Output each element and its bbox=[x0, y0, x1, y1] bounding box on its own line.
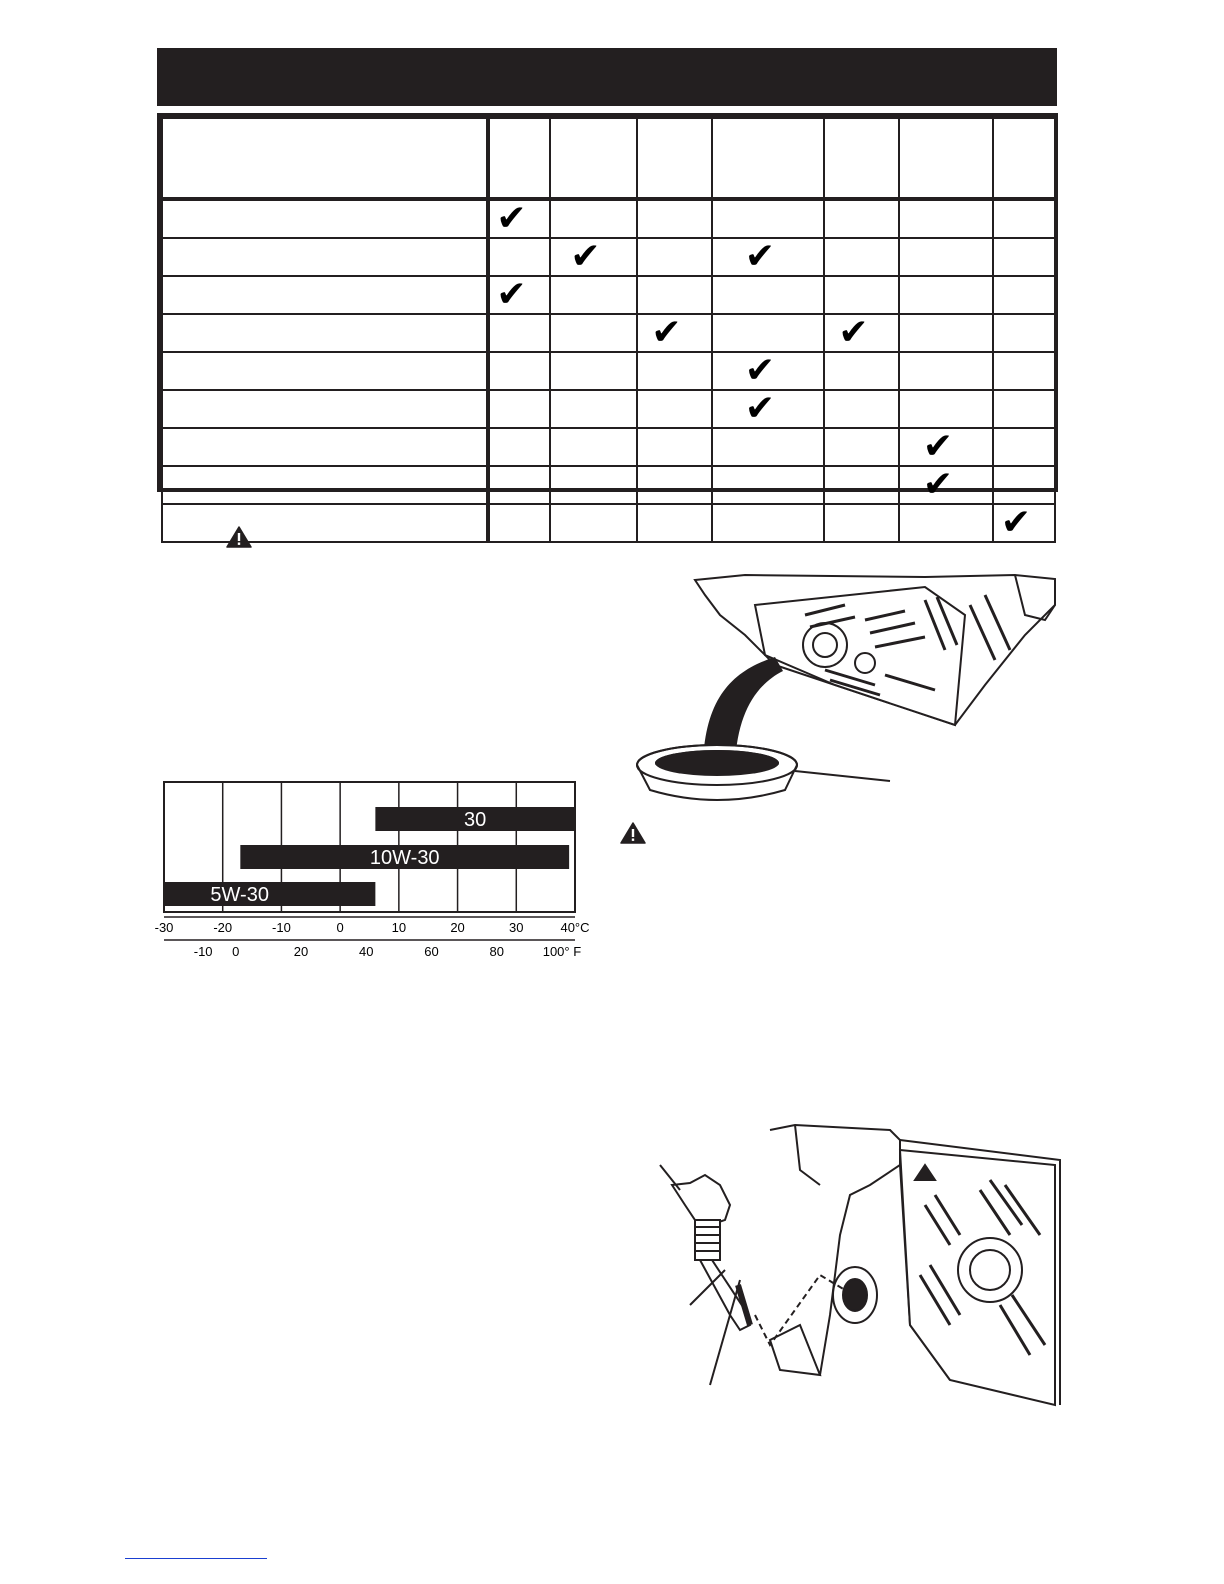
schedule-cell bbox=[550, 276, 637, 314]
schedule-cell bbox=[488, 428, 550, 466]
checkmark-icon: ✔ bbox=[496, 198, 527, 239]
schedule-cell bbox=[824, 238, 899, 276]
schedule-cell bbox=[712, 504, 824, 542]
schedule-header-interval bbox=[899, 118, 993, 199]
schedule-cell bbox=[550, 504, 637, 542]
schedule-cell bbox=[637, 390, 712, 428]
schedule-cell bbox=[488, 352, 550, 390]
schedule-cell bbox=[488, 238, 550, 276]
schedule-cell bbox=[712, 428, 824, 466]
viscosity-bar-label: 10W-30 bbox=[369, 847, 440, 869]
schedule-cell bbox=[712, 352, 824, 390]
schedule-cell bbox=[993, 238, 1055, 276]
schedule-task-label bbox=[162, 276, 488, 314]
fahrenheit-tick-label: 40 bbox=[359, 944, 374, 959]
footer-link-underline[interactable] bbox=[125, 1558, 267, 1559]
schedule-cell bbox=[899, 428, 993, 466]
schedule-header-interval bbox=[712, 118, 824, 199]
checkmark-icon: ✔ bbox=[570, 236, 601, 277]
maintenance-schedule-table bbox=[157, 113, 1058, 543]
schedule-task-label bbox=[162, 314, 488, 352]
schedule-cell bbox=[824, 352, 899, 390]
schedule-row bbox=[162, 390, 1055, 428]
schedule-cell bbox=[488, 390, 550, 428]
schedule-cell bbox=[550, 314, 637, 352]
fahrenheit-tick-label: 100° F bbox=[542, 944, 582, 959]
schedule-cell bbox=[637, 314, 712, 352]
schedule-cell bbox=[899, 504, 993, 542]
schedule-row bbox=[162, 199, 1055, 238]
schedule-cell bbox=[637, 276, 712, 314]
fahrenheit-tick-label: 60 bbox=[424, 944, 439, 959]
checkmark-icon: ✔ bbox=[651, 312, 682, 353]
schedule-cell bbox=[899, 314, 993, 352]
schedule-cell bbox=[899, 390, 993, 428]
viscosity-bar bbox=[164, 882, 375, 906]
schedule-header-interval bbox=[550, 118, 637, 199]
schedule-cell bbox=[824, 276, 899, 314]
schedule-row bbox=[162, 428, 1055, 466]
schedule-cell bbox=[637, 352, 712, 390]
schedule-cell bbox=[637, 466, 712, 504]
schedule-cell bbox=[824, 390, 899, 428]
celsius-tick-label: -20 bbox=[213, 920, 233, 935]
schedule-cell bbox=[550, 238, 637, 276]
schedule-cell bbox=[899, 199, 993, 238]
checkmark-icon: ✔ bbox=[744, 350, 776, 391]
schedule-cell bbox=[637, 238, 712, 276]
fahrenheit-tick-label: 0 bbox=[232, 944, 240, 959]
checkmark-icon: ✔ bbox=[922, 464, 954, 505]
schedule-cell bbox=[824, 199, 899, 238]
schedule-task-label bbox=[162, 504, 488, 542]
schedule-row bbox=[162, 276, 1055, 314]
schedule-cell bbox=[550, 428, 637, 466]
dipstick-illustration bbox=[650, 1125, 1060, 1390]
schedule-cell bbox=[488, 314, 550, 352]
schedule-cell bbox=[824, 466, 899, 504]
schedule-cell bbox=[550, 466, 637, 504]
checkmark-icon: ✔ bbox=[744, 236, 776, 277]
schedule-cell bbox=[637, 428, 712, 466]
warning-triangle-icon bbox=[226, 526, 252, 548]
schedule-row bbox=[162, 352, 1055, 390]
schedule-cell bbox=[993, 466, 1055, 504]
schedule-header-interval bbox=[637, 118, 712, 199]
checkmark-icon: ✔ bbox=[744, 388, 776, 429]
celsius-tick-label: -10 bbox=[272, 920, 291, 935]
celsius-tick-label: -30 bbox=[154, 920, 174, 935]
schedule-cell bbox=[824, 314, 899, 352]
schedule-cell bbox=[993, 352, 1055, 390]
schedule-cell bbox=[899, 276, 993, 314]
section-header-bar bbox=[157, 48, 1057, 106]
schedule-row bbox=[162, 466, 1055, 504]
schedule-cell bbox=[488, 504, 550, 542]
schedule-cell bbox=[712, 390, 824, 428]
schedule-header-interval bbox=[488, 118, 550, 199]
schedule-task-label bbox=[162, 466, 488, 504]
schedule-cell bbox=[550, 199, 637, 238]
schedule-cell bbox=[488, 199, 550, 238]
schedule-task-label bbox=[162, 390, 488, 428]
schedule-cell bbox=[637, 504, 712, 542]
fahrenheit-tick-label: 20 bbox=[293, 944, 309, 959]
viscosity-bar-label: 30 bbox=[464, 809, 487, 831]
checkmark-icon: ✔ bbox=[922, 426, 954, 467]
schedule-cell bbox=[824, 504, 899, 542]
schedule-cell bbox=[993, 314, 1055, 352]
schedule-header-row bbox=[162, 118, 1055, 199]
schedule-cell bbox=[712, 199, 824, 238]
schedule-cell bbox=[899, 352, 993, 390]
schedule-cell bbox=[712, 466, 824, 504]
oil-drain-illustration bbox=[625, 575, 1060, 805]
fahrenheit-tick-label: 80 bbox=[489, 944, 504, 959]
celsius-tick-label: 40°C bbox=[560, 920, 590, 935]
schedule-grid bbox=[161, 117, 1056, 543]
schedule-cell bbox=[993, 390, 1055, 428]
schedule-cell bbox=[993, 199, 1055, 238]
schedule-cell bbox=[712, 238, 824, 276]
schedule-task-label bbox=[162, 352, 488, 390]
schedule-cell bbox=[993, 276, 1055, 314]
checkmark-icon: ✔ bbox=[838, 312, 869, 353]
schedule-cell bbox=[712, 314, 824, 352]
checkmark-icon: ✔ bbox=[1000, 502, 1032, 543]
checkmark-icon: ✔ bbox=[496, 274, 527, 315]
celsius-tick-label: 20 bbox=[450, 920, 465, 935]
schedule-header-task bbox=[162, 118, 488, 199]
fahrenheit-tick-label: -10 bbox=[193, 944, 213, 959]
schedule-row bbox=[162, 504, 1055, 542]
schedule-header-interval bbox=[824, 118, 899, 199]
schedule-cell bbox=[550, 390, 637, 428]
oil-viscosity-chart bbox=[154, 778, 592, 960]
schedule-cell bbox=[550, 352, 637, 390]
schedule-cell bbox=[993, 504, 1055, 542]
schedule-task-label bbox=[162, 199, 488, 238]
viscosity-bar-label: 5W-30 bbox=[210, 884, 269, 906]
schedule-cell bbox=[488, 276, 550, 314]
schedule-task-label bbox=[162, 428, 488, 466]
schedule-header-interval bbox=[993, 118, 1055, 199]
schedule-cell bbox=[899, 238, 993, 276]
schedule-cell bbox=[637, 199, 712, 238]
schedule-row bbox=[162, 314, 1055, 352]
celsius-tick-label: 10 bbox=[391, 920, 407, 935]
schedule-cell bbox=[824, 428, 899, 466]
schedule-cell bbox=[899, 466, 993, 504]
schedule-cell bbox=[712, 276, 824, 314]
schedule-task-label bbox=[162, 238, 488, 276]
celsius-tick-label: 0 bbox=[336, 920, 344, 935]
warning-triangle-icon bbox=[620, 822, 646, 844]
schedule-row bbox=[162, 238, 1055, 276]
schedule-cell bbox=[993, 428, 1055, 466]
celsius-tick-label: 30 bbox=[509, 920, 524, 935]
schedule-cell bbox=[488, 466, 550, 504]
